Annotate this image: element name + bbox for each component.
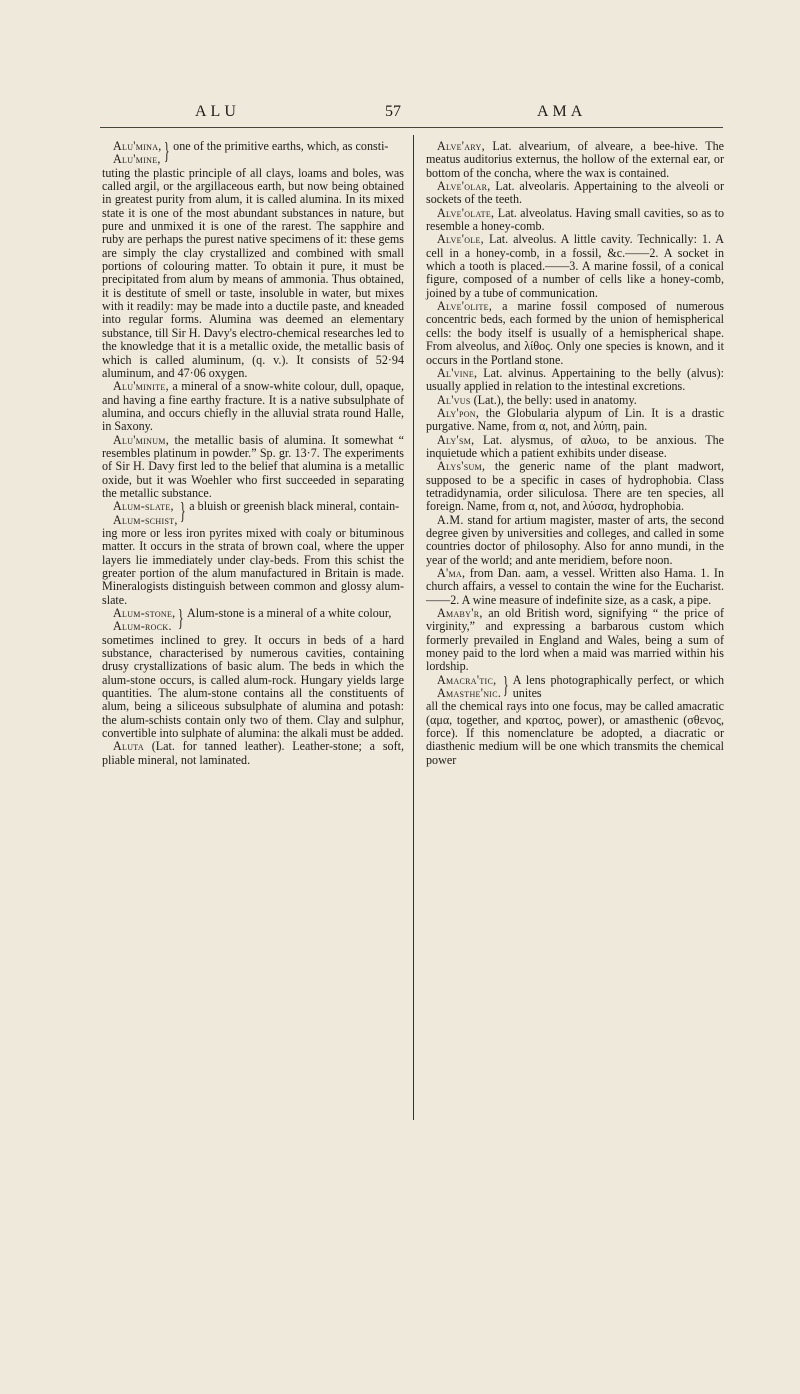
headword: Amacra'tic, bbox=[437, 672, 497, 687]
entry-aluta bbox=[102, 740, 404, 767]
entry-text: Lat. alveolaris. Appertaining to the alveoli or sockets of the teeth. bbox=[426, 179, 724, 207]
entry-alveary bbox=[426, 140, 724, 180]
header-rule bbox=[100, 127, 723, 128]
entry-text: the metallic basis of alumina. It somewhat “ resembles platinum in powder.” Sp. gr. 13·7. The experiments of Sir H. Davy first led to the belief that alumina is a metallic oxide, but it was Woehler who first succeeded in separating the metallic substance. bbox=[102, 432, 404, 500]
headword: Amaby'r, bbox=[437, 606, 483, 621]
entry-alveole bbox=[426, 233, 724, 300]
entry-alveolite bbox=[426, 300, 724, 367]
entry-alumina: Alu'mina, Alu'mine, } one of the primitive earths, which, as consti- bbox=[102, 140, 404, 167]
entry-alum-slate: Alum-slate, Alum-schist, } a bluish or greenish black mineral, contain- bbox=[102, 500, 404, 527]
entry-text: from Dan. aam, a vessel. Written also Hama. 1. In church affairs, a vessel to contain the wine for the Eucharist.——2. A wine measure of indefinite size, as a cask, a pipe. bbox=[426, 566, 724, 607]
entry-aluminum bbox=[102, 434, 404, 501]
headword: Alve'olate, bbox=[437, 205, 495, 220]
entry-aluminite bbox=[102, 380, 404, 433]
headword: Alve'ole, bbox=[437, 232, 485, 247]
entry-text: stand for artium magister, master of arts, the second degree given by universities and colleges, and called in some countries doctor of philosophy. Also for anno mundi, in the year of the world; and ante meridiem, before noon. bbox=[426, 512, 724, 567]
headword: Alum-rock. bbox=[113, 619, 172, 634]
entry-body: ing more or less iron pyrites mixed with coaly or bituminous matter. It occurs in the strata of brown coal, where the upper layers lie immediately under clay-beds. From this schist the greater portion of the alum manufactured in Britain is made. Mineralogists distinguish between common and glossy alum-slate. bbox=[102, 525, 404, 607]
running-header bbox=[0, 103, 800, 127]
headword: Alve'ary, bbox=[437, 139, 485, 153]
headword: Alum-slate, bbox=[113, 499, 174, 514]
headword: Al'vine, bbox=[437, 365, 478, 380]
right-column bbox=[426, 140, 724, 767]
headword: Alum-schist, bbox=[113, 512, 178, 527]
entry-text: Lat. alveolus. A little cavity. Technically: 1. A cell in a honey-comb, in a fossil, &c.——2. A socket in which a tooth is placed.——3. A marine fossil, of a conical figure, composed of a number of cells like a honey-comb, joined by a tube of communication. bbox=[426, 232, 724, 300]
entry-alvine bbox=[426, 367, 724, 394]
entry-text: Alum-stone is a mineral of a white colour, bbox=[187, 606, 392, 621]
entry-text: Lat. alvearium, of alveare, a bee-hive. The meatus auditorius externus, the hollow of the external ear, or bottom of the concha, where the wax is contained. bbox=[426, 139, 724, 180]
headword: Aly'pon, bbox=[437, 405, 480, 420]
entry-amabyr bbox=[426, 607, 724, 674]
entry-amacratic: Amacra'tic, Amasthe'nic. } A lens photographically perfect, or which unites bbox=[437, 672, 724, 701]
entry-body: tuting the plastic principle of all clays, loams and boles, was called argil, or the argillaceous earth, but now being obtained in greatest purity from alum, it is called alumina. In its mixed state it is one of the most abundant substances in nature, but pure and unmixed it is one of the rarest. The sapphire and ruby are perhaps the purest native specimens of it: these gems are simply the clay crystallized and combined with small portions of colouring matter. To obtain it pure, it must be precipitated from alum by means of ammonia. Thus obtained, it is destitute of smell or taste, insoluble in water, but mixes with it readily: may be made into a ductile paste, and kneaded into regular forms. Alumina was deemed an elementary substance, till Sir H. Davy's electro-chemical researches led to the knowledge that it is a metallic oxide, the metallic basis of which is called aluminum, (q. v.). It consists of 52·94 aluminum, and 47·06 oxygen. bbox=[102, 165, 404, 380]
entry-text: Lat. alveolatus. Having small cavities, so as to resemble a honey-comb. bbox=[426, 205, 724, 234]
headword: Alu'minum, bbox=[113, 432, 170, 447]
entry-text: (Lat.), the belly: used in anatomy. bbox=[470, 392, 637, 407]
header-left-guideword: ALU bbox=[195, 103, 240, 120]
entry-alvus bbox=[426, 394, 724, 407]
headword: Alve'olite, bbox=[437, 299, 493, 314]
entry-alypon bbox=[426, 407, 724, 434]
entry-ama bbox=[426, 567, 724, 607]
entry-text: A lens photographically perfect, or which unites bbox=[512, 672, 724, 701]
entry-alyssum bbox=[426, 460, 724, 513]
entry-alveolar bbox=[426, 180, 724, 207]
entry-alveolate bbox=[426, 207, 724, 234]
headword: Amasthe'nic. bbox=[437, 686, 502, 701]
headword: Al'vus bbox=[437, 392, 471, 407]
entry-text: the Globularia alypum of Lin. It is a drastic purgative. Name, from α, not, and λύπη, pain. bbox=[426, 405, 724, 434]
entry-text: the generic name of the plant madwort, supposed to be a specific in cases of hydrophobia. Class tetradidynamia, order siliculosa. There are ten species, all foreign. Name, from α, not, and λύσσα, hydrophobia. bbox=[426, 459, 724, 514]
entry-text: one of the primitive earths, which, as consti- bbox=[173, 139, 389, 153]
headword: Alu'mine, bbox=[113, 152, 161, 167]
header-right-guideword: AMA bbox=[537, 103, 587, 120]
entry-alysm bbox=[426, 434, 724, 461]
entry-alum-stone: Alum-stone, Alum-rock. } Alum-stone is a mineral of a white colour, bbox=[102, 607, 404, 634]
headword: Alu'mina, bbox=[113, 139, 162, 153]
headword: Aluta bbox=[113, 739, 144, 754]
entry-body: all the chemical rays into one focus, may be called amacratic (αμα, together, and κρατος, power), or amasthenic (σθενος, force). If this nomenclature be adopted, a diacratic or diasthenic medium will be one which transmits the chemical power bbox=[426, 699, 724, 767]
headword: A'ma, bbox=[437, 566, 466, 580]
headword: Alum-stone, bbox=[113, 606, 176, 621]
entry-text: a bluish or greenish black mineral, contain- bbox=[189, 499, 400, 514]
left-column bbox=[102, 140, 404, 767]
page-number: 57 bbox=[385, 103, 401, 120]
entry-text: an old British word, signifying “ the price of virginity,” and expressing a barbarous custom which formerly prevailed in England and Wales, being a sum of money paid to the lord when a maid was married within his lordship. bbox=[426, 606, 724, 674]
entry-text: a mineral of a snow-white colour, dull, opaque, and having a fine earthy fracture. It is a native subsulphate of alumina, and occurs chiefly in the alluvial strata round Halle, in Saxony. bbox=[102, 379, 404, 434]
entry-am bbox=[426, 514, 724, 567]
headword: Alve'olar, bbox=[437, 179, 491, 194]
headword: Aly'sm, bbox=[437, 432, 475, 447]
entry-text: Lat. alysmus, of αλυω, to be anxious. The inquietude which a patient exhibits under disease. bbox=[426, 432, 724, 460]
headword: A.M. bbox=[437, 512, 464, 527]
headword: Alys'sum, bbox=[437, 459, 486, 474]
headword: Alu'minite, bbox=[113, 379, 169, 394]
entry-text: Lat. alvinus. Appertaining to the belly (alvus): usually applied in relation to the intestinal excretions. bbox=[426, 365, 724, 394]
column-divider bbox=[413, 135, 414, 1120]
entry-body: sometimes inclined to grey. It occurs in beds of a hard substance, characterised by numerous cavities, containing drusy crystallizations of basic alum. The beds in which the alum-stone occurs, is called alum-rock. Hungary yields large quantities. The alum-stone contains all the constituents of alum, being a siliceous subsulphate of alumina and potash: the alum-schists contain only two of them. Clay and sulphur, convertible into sulphate of alumina: the alkali must be added. bbox=[102, 632, 404, 741]
entry-text: a marine fossil composed of numerous concentric beds, each formed by the union of hemispherical cells: the body itself is usually of a hemispherical shape. From alveolus, and λίθος. Only one species is known, and it occurs in the Portland stone. bbox=[426, 299, 724, 367]
entry-text: (Lat. for tanned leather). Leather-stone; a soft, pliable mineral, not laminated. bbox=[102, 739, 404, 767]
